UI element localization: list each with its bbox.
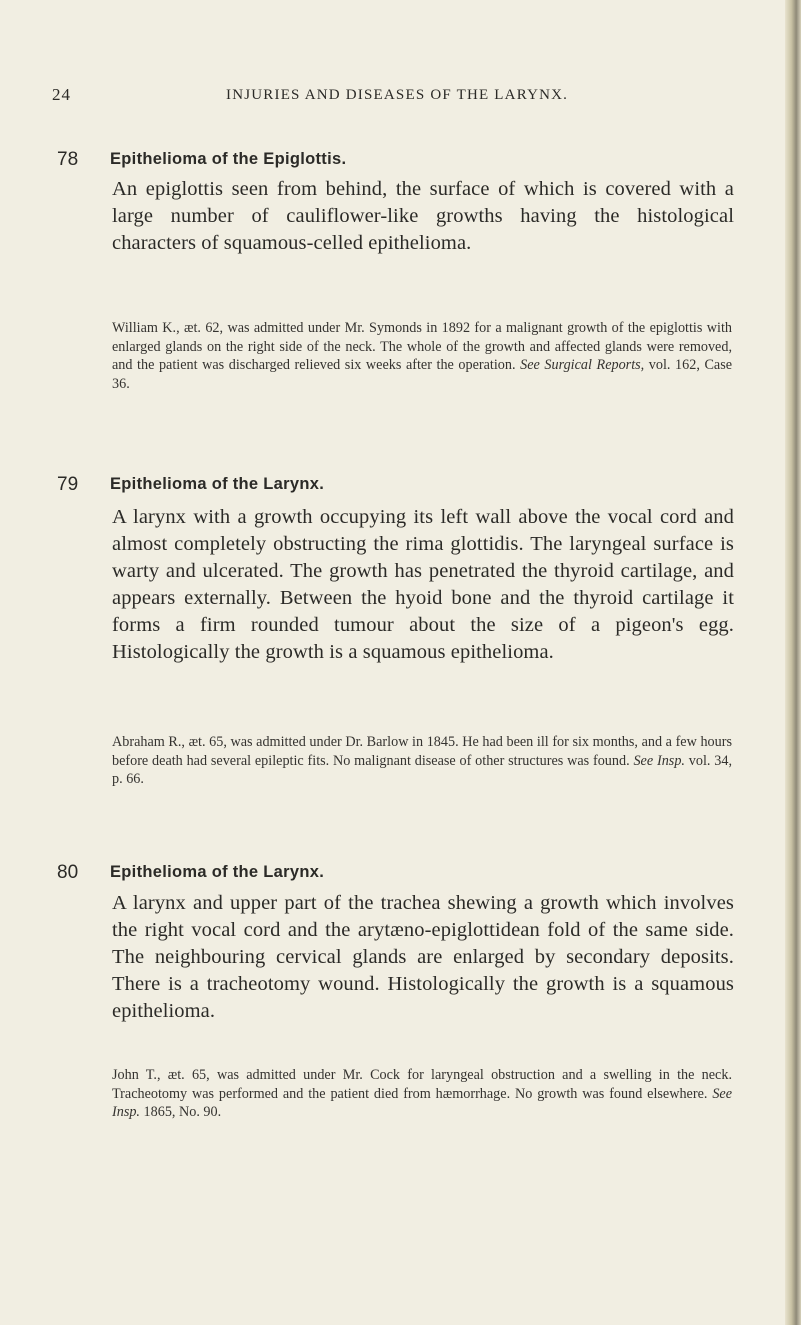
case-note [112, 319, 732, 393]
case-note-text: John T., æt. 65, was admitted under Mr. Cock for laryngeal obstruction and a swelling in the neck. Tracheotomy was performed and the patient died from hæmorrhage. No growth was found elsewhere. [112, 1067, 732, 1102]
entry-number: 79 [57, 474, 79, 495]
entry-description: A larynx and upper part of the trachea shewing a growth which involves the right vocal cord and the arytæno-epiglottidean fold of the same side. The neighbouring cervical glands are enlarged by secondary deposits. There is a tracheotomy wound. Histologically the growth is a squamous epithelioma. [112, 892, 734, 1022]
case-note-ref-title: Surgical Reports, [544, 357, 645, 373]
case-note-ref: vol. 162, Case 36. [112, 357, 733, 392]
entry-description: A larynx with a growth occupying its left wall above the vocal cord and almost completely obstructing the rima glottidis. The laryngeal surface is warty and ulcerated. The growth has penetrated the thyroid cartilage, and appears externally. Between the hyoid bone and the thyroid cartilage it forms a firm rounded tumour about the size of a pigeon's egg. Histologically the growth is a squamous epithelioma. [112, 506, 734, 663]
case-note [112, 733, 732, 789]
entry-number: 80 [57, 862, 79, 883]
page-edge-shadow [785, 0, 801, 1325]
case-note-see: See [520, 357, 540, 373]
entry-heading: Epithelioma of the Larynx. [110, 863, 325, 881]
case-note-see: See [633, 752, 654, 769]
case-note-ref: 1865, No. 90. [143, 1104, 222, 1120]
entry-description: An epiglottis seen from behind, the surface of which is covered with a large number of cauliflower-like growths having the histological characters of squamous-celled epithelioma. [112, 178, 734, 254]
running-head [0, 85, 801, 109]
case-note-ref-title: Insp. [656, 752, 685, 769]
case-note-ref-title: Insp. [112, 1104, 140, 1120]
entry-heading: Epithelioma of the Larynx. [110, 475, 325, 493]
entry-heading: Epithelioma of the Epiglottis. [110, 150, 347, 168]
case-note-see: See [712, 1085, 733, 1102]
entry-number: 78 [57, 149, 79, 170]
case-note-text: Abraham R., æt. 65, was admitted under Dr. Barlow in 1845. He had been ill for six months, and a few hours before death had several epileptic fits. No malignant disease of other structures was found. [112, 734, 732, 769]
case-note [112, 1066, 732, 1122]
case-note-ref: vol. 34, p. 66. [112, 752, 733, 787]
page-number: 24 [52, 85, 71, 104]
running-title: INJURIES AND DISEASES OF THE LARYNX. [226, 87, 569, 103]
case-note-text: William K., æt. 62, was admitted under Mr. Symonds in 1892 for a malignant growth of the epiglottis with enlarged glands on the right side of the neck. The whole of the growth and affected glands were removed, and the patient was discharged relieved six weeks after the operation. [112, 320, 732, 373]
